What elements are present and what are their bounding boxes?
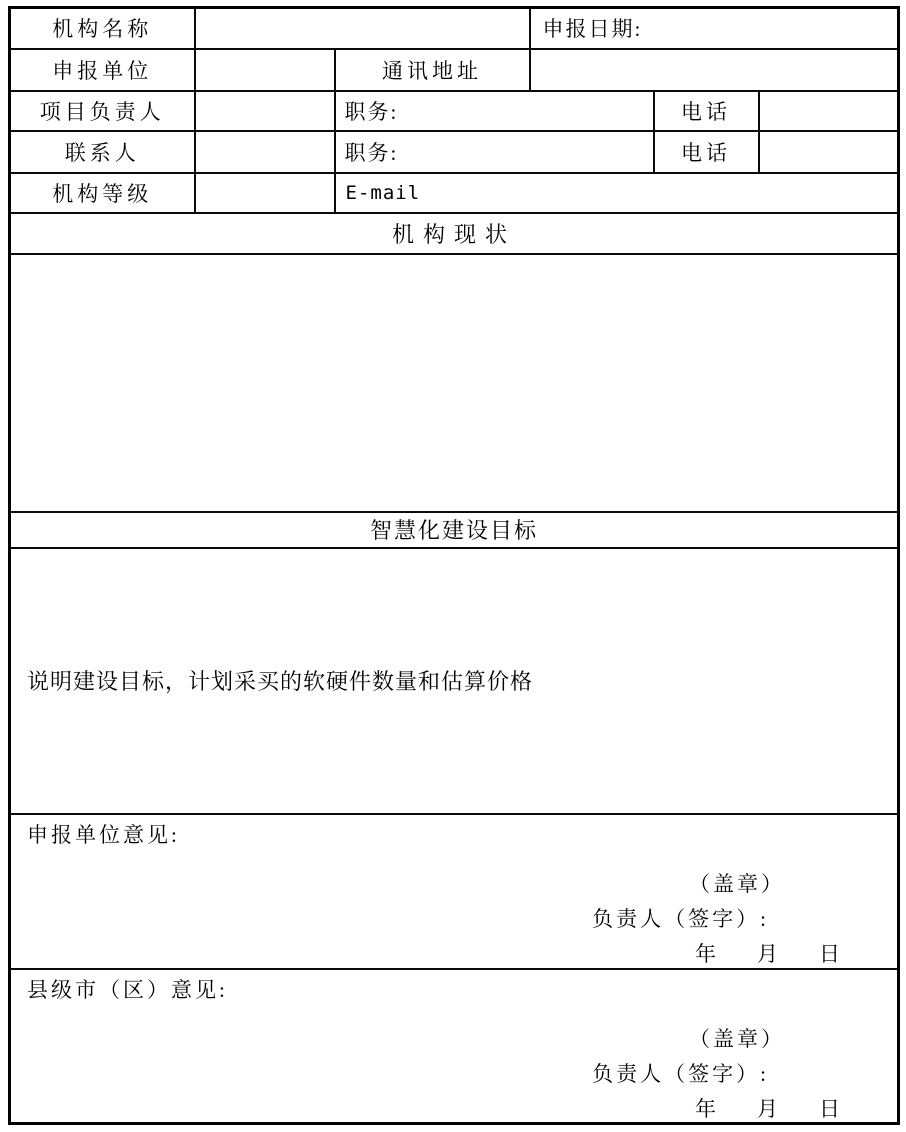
row-goal-header [10, 512, 899, 548]
declare-unit-value-cell [195, 49, 335, 91]
row-org-level [10, 173, 899, 213]
row-declare-unit [10, 49, 899, 91]
row-status-header [10, 213, 899, 254]
goal-note-text: 说明建设目标，计划采买的软硬件数量和估算价格 [10, 548, 899, 814]
unit-year-label: 年 [695, 941, 720, 966]
unit-opinion-cell [10, 814, 899, 969]
status-content-cell [10, 254, 899, 512]
county-opinion-sign-block [11, 1025, 897, 1124]
unit-day-label: 日 [819, 941, 844, 966]
unit-opinion-block [11, 815, 897, 966]
email-label: E-mail [335, 173, 899, 213]
county-opinion-block [11, 970, 897, 1121]
row-unit-opinion [10, 814, 899, 969]
unit-signature-label: 负责人（签字）: [592, 906, 770, 931]
leader-position-label: 职务: [335, 91, 654, 131]
contact-position-label: 职务: [335, 131, 654, 173]
row-goal-content [10, 548, 899, 814]
leader-phone-label: 电话 [654, 91, 759, 131]
county-date-line [11, 1095, 897, 1124]
unit-opinion-sign-block [11, 870, 897, 969]
application-form-table [8, 6, 900, 1125]
row-contact [10, 131, 899, 173]
county-year-label: 年 [695, 1096, 720, 1121]
contact-phone-value-cell [759, 131, 899, 173]
county-signature-label: 负责人（签字）: [592, 1061, 770, 1086]
declare-date-label: 申报日期: [530, 8, 899, 49]
org-name-value-cell [195, 8, 530, 49]
row-project-leader [10, 91, 899, 131]
project-leader-label: 项目负责人 [10, 91, 195, 131]
address-label: 通讯地址 [335, 49, 530, 91]
status-section-header: 机构现状 [10, 213, 899, 254]
county-opinion-cell [10, 969, 899, 1124]
county-day-label: 日 [819, 1096, 844, 1121]
county-month-label: 月 [757, 1096, 782, 1121]
contact-phone-label: 电话 [654, 131, 759, 173]
unit-opinion-title: 申报单位意见: [27, 822, 180, 847]
leader-name-value-cell [195, 91, 335, 131]
county-seal-label: （盖章） [689, 1026, 786, 1051]
unit-month-label: 月 [757, 941, 782, 966]
leader-phone-value-cell [759, 91, 899, 131]
goal-section-header: 智慧化建设目标 [10, 512, 899, 548]
declare-unit-label: 申报单位 [10, 49, 195, 91]
row-org-name [10, 8, 899, 49]
row-county-opinion [10, 969, 899, 1124]
unit-date-line [11, 940, 897, 969]
row-status-content [10, 254, 899, 512]
org-name-label: 机构名称 [10, 8, 195, 49]
org-level-label: 机构等级 [10, 173, 195, 213]
county-opinion-title: 县级市（区）意见: [27, 977, 228, 1002]
address-value-cell [530, 49, 899, 91]
contact-name-value-cell [195, 131, 335, 173]
unit-seal-label: （盖章） [689, 871, 786, 896]
org-level-value-cell [195, 173, 335, 213]
contact-label: 联系人 [10, 131, 195, 173]
